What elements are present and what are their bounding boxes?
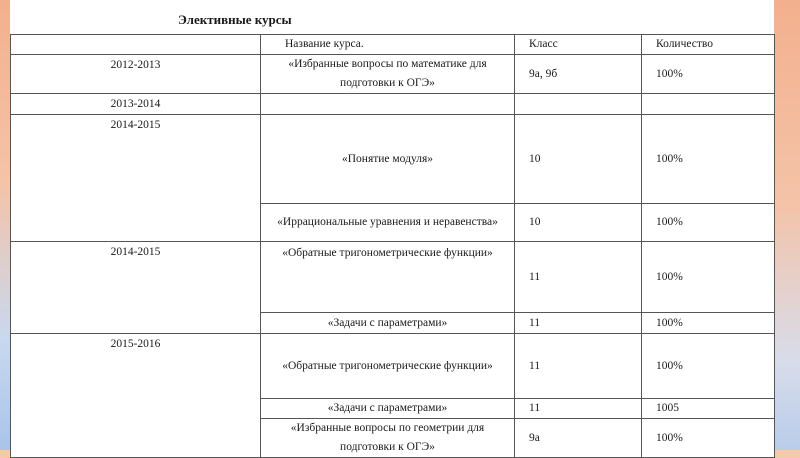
table-row — [11, 55, 775, 94]
row-count: 100% — [642, 55, 775, 94]
background-right — [774, 0, 800, 450]
row-count: 1005 — [642, 399, 775, 419]
header-grade: Класс — [515, 35, 642, 55]
row-grade: 11 — [515, 334, 642, 399]
row-count: 100% — [642, 115, 775, 204]
table-header-row — [11, 35, 775, 55]
row-grade: 9а — [515, 419, 642, 458]
row-course: «Обратные тригонометрические функции» — [261, 242, 515, 313]
row-grade — [515, 94, 642, 115]
table-row — [11, 334, 775, 399]
header-year — [11, 35, 261, 55]
row-count: 100% — [642, 419, 775, 458]
row-grade: 10 — [515, 115, 642, 204]
row-count: 100% — [642, 313, 775, 334]
header-course: Название курса. — [261, 35, 515, 55]
courses-table — [10, 34, 775, 458]
row-year: 2015-2016 — [11, 334, 261, 458]
row-course: «Иррациональные уравнения и неравенства» — [261, 204, 515, 242]
header-count: Количество — [642, 35, 775, 55]
row-grade: 9а, 9б — [515, 55, 642, 94]
row-grade: 11 — [515, 313, 642, 334]
row-grade: 10 — [515, 204, 642, 242]
row-year: 2013-2014 — [11, 94, 261, 115]
row-year: 2014-2015 — [11, 115, 261, 242]
row-course: «Обратные тригонометрические функции» — [261, 334, 515, 399]
row-count: 100% — [642, 204, 775, 242]
row-course: «Задачи с параметрами» — [261, 313, 515, 334]
row-course: «Избранные вопросы по геометрии для подготовки к ОГЭ» — [261, 419, 515, 458]
row-count — [642, 94, 775, 115]
row-course: «Задачи с параметрами» — [261, 399, 515, 419]
table-row — [11, 242, 775, 313]
background-left — [0, 0, 10, 450]
row-grade: 11 — [515, 399, 642, 419]
row-course — [261, 94, 515, 115]
row-grade: 11 — [515, 242, 642, 313]
row-year: 2014-2015 — [11, 242, 261, 334]
row-count: 100% — [642, 242, 775, 313]
row-course: «Избранные вопросы по математике для подготовки к ОГЭ» — [261, 55, 515, 94]
page-title: Элективные курсы — [178, 12, 292, 27]
row-year: 2012-2013 — [11, 55, 261, 94]
table-row — [11, 115, 775, 204]
row-course: «Понятие модуля» — [261, 115, 515, 204]
row-count: 100% — [642, 334, 775, 399]
table-row — [11, 94, 775, 115]
